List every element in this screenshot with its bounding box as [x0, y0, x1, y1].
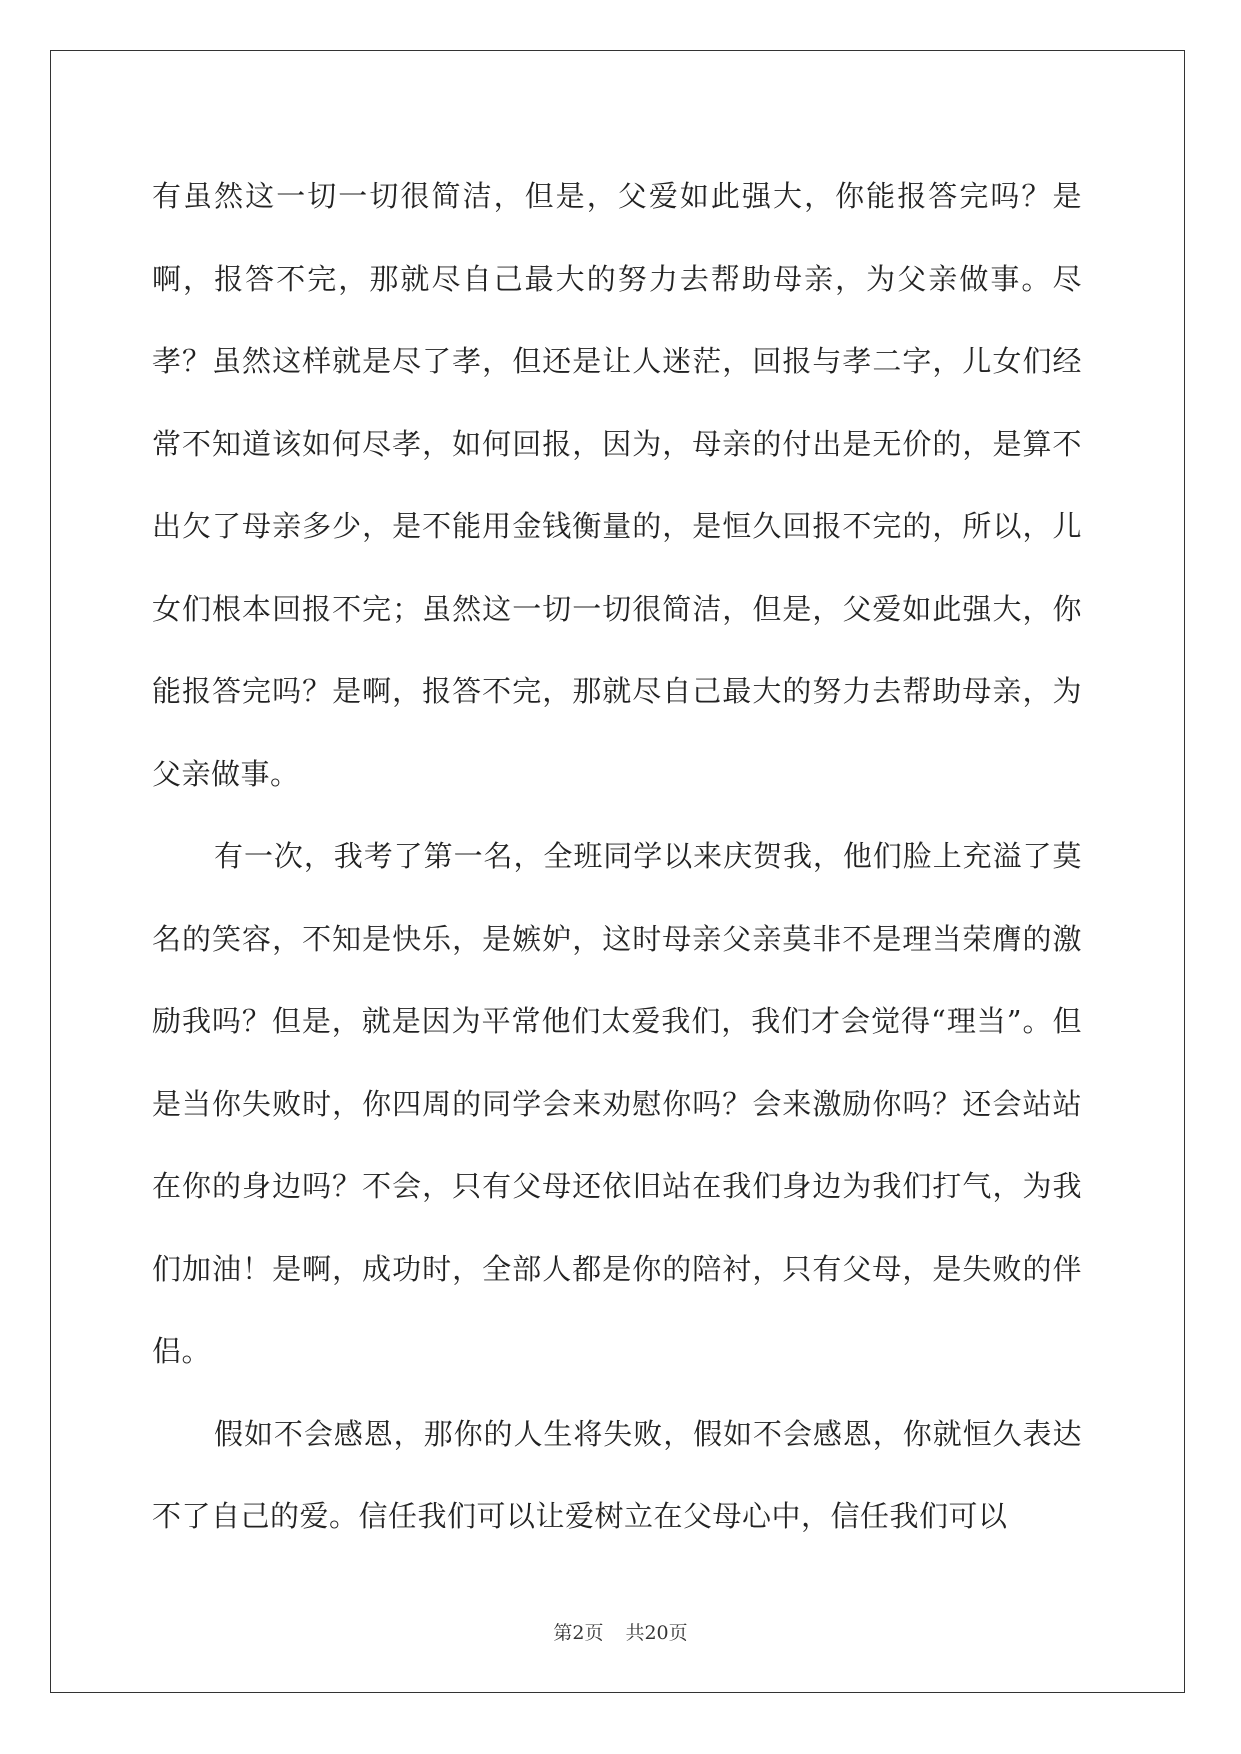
paragraph-2: 有一次，我考了第一名，全班同学以来庆贺我，他们脸上充溢了莫名的笑容，不知是快乐，是嫉妒，这时母亲父亲莫非不是理当荣膺的激励我吗？但是，就是因为平常他们太爱我们，我们才会觉得“理当”。但是当你失败时，你四周的同学会来劝慰你吗？会来激励你吗？还会站站在你的身边吗？不会，只有父母还依旧站在我们身边为我们打气，为我们加油！是啊，成功时，全部人都是你的陪衬，只有父母，是失败的伴侣。	[152, 839, 1082, 1368]
page-total: 共20页	[625, 1622, 688, 1644]
paragraph-3: 假如不会感恩，那你的人生将失败，假如不会感恩，你就恒久表达不了自己的爱。信任我们可以让爱树立在父母心中，信任我们可以	[152, 1416, 1082, 1533]
paragraph-1: 有虽然这一切一切很简洁，但是，父爱如此强大，你能报答完吗？是啊，报答不完，那就尽自己最大的努力去帮助母亲，为父亲做事。尽孝？虽然这样就是尽了孝，但还是让人迷茫，回报与孝二字，儿女们经常不知道该如何尽孝，如何回报，因为，母亲的付出是无价的，是算不出欠了母亲多少，是不能用金钱衡量的，是恒久回报不完的，所以，儿女们根本回报不完；虽然这一切一切很简洁，但是，父爱如此强大，你能报答完吗？是啊，报答不完，那就尽自己最大的努力去帮助母亲，为父亲做事。	[152, 179, 1082, 791]
page-number: 第2页	[553, 1622, 604, 1644]
page-footer	[0, 1618, 1241, 1645]
document-body	[152, 155, 1082, 1558]
